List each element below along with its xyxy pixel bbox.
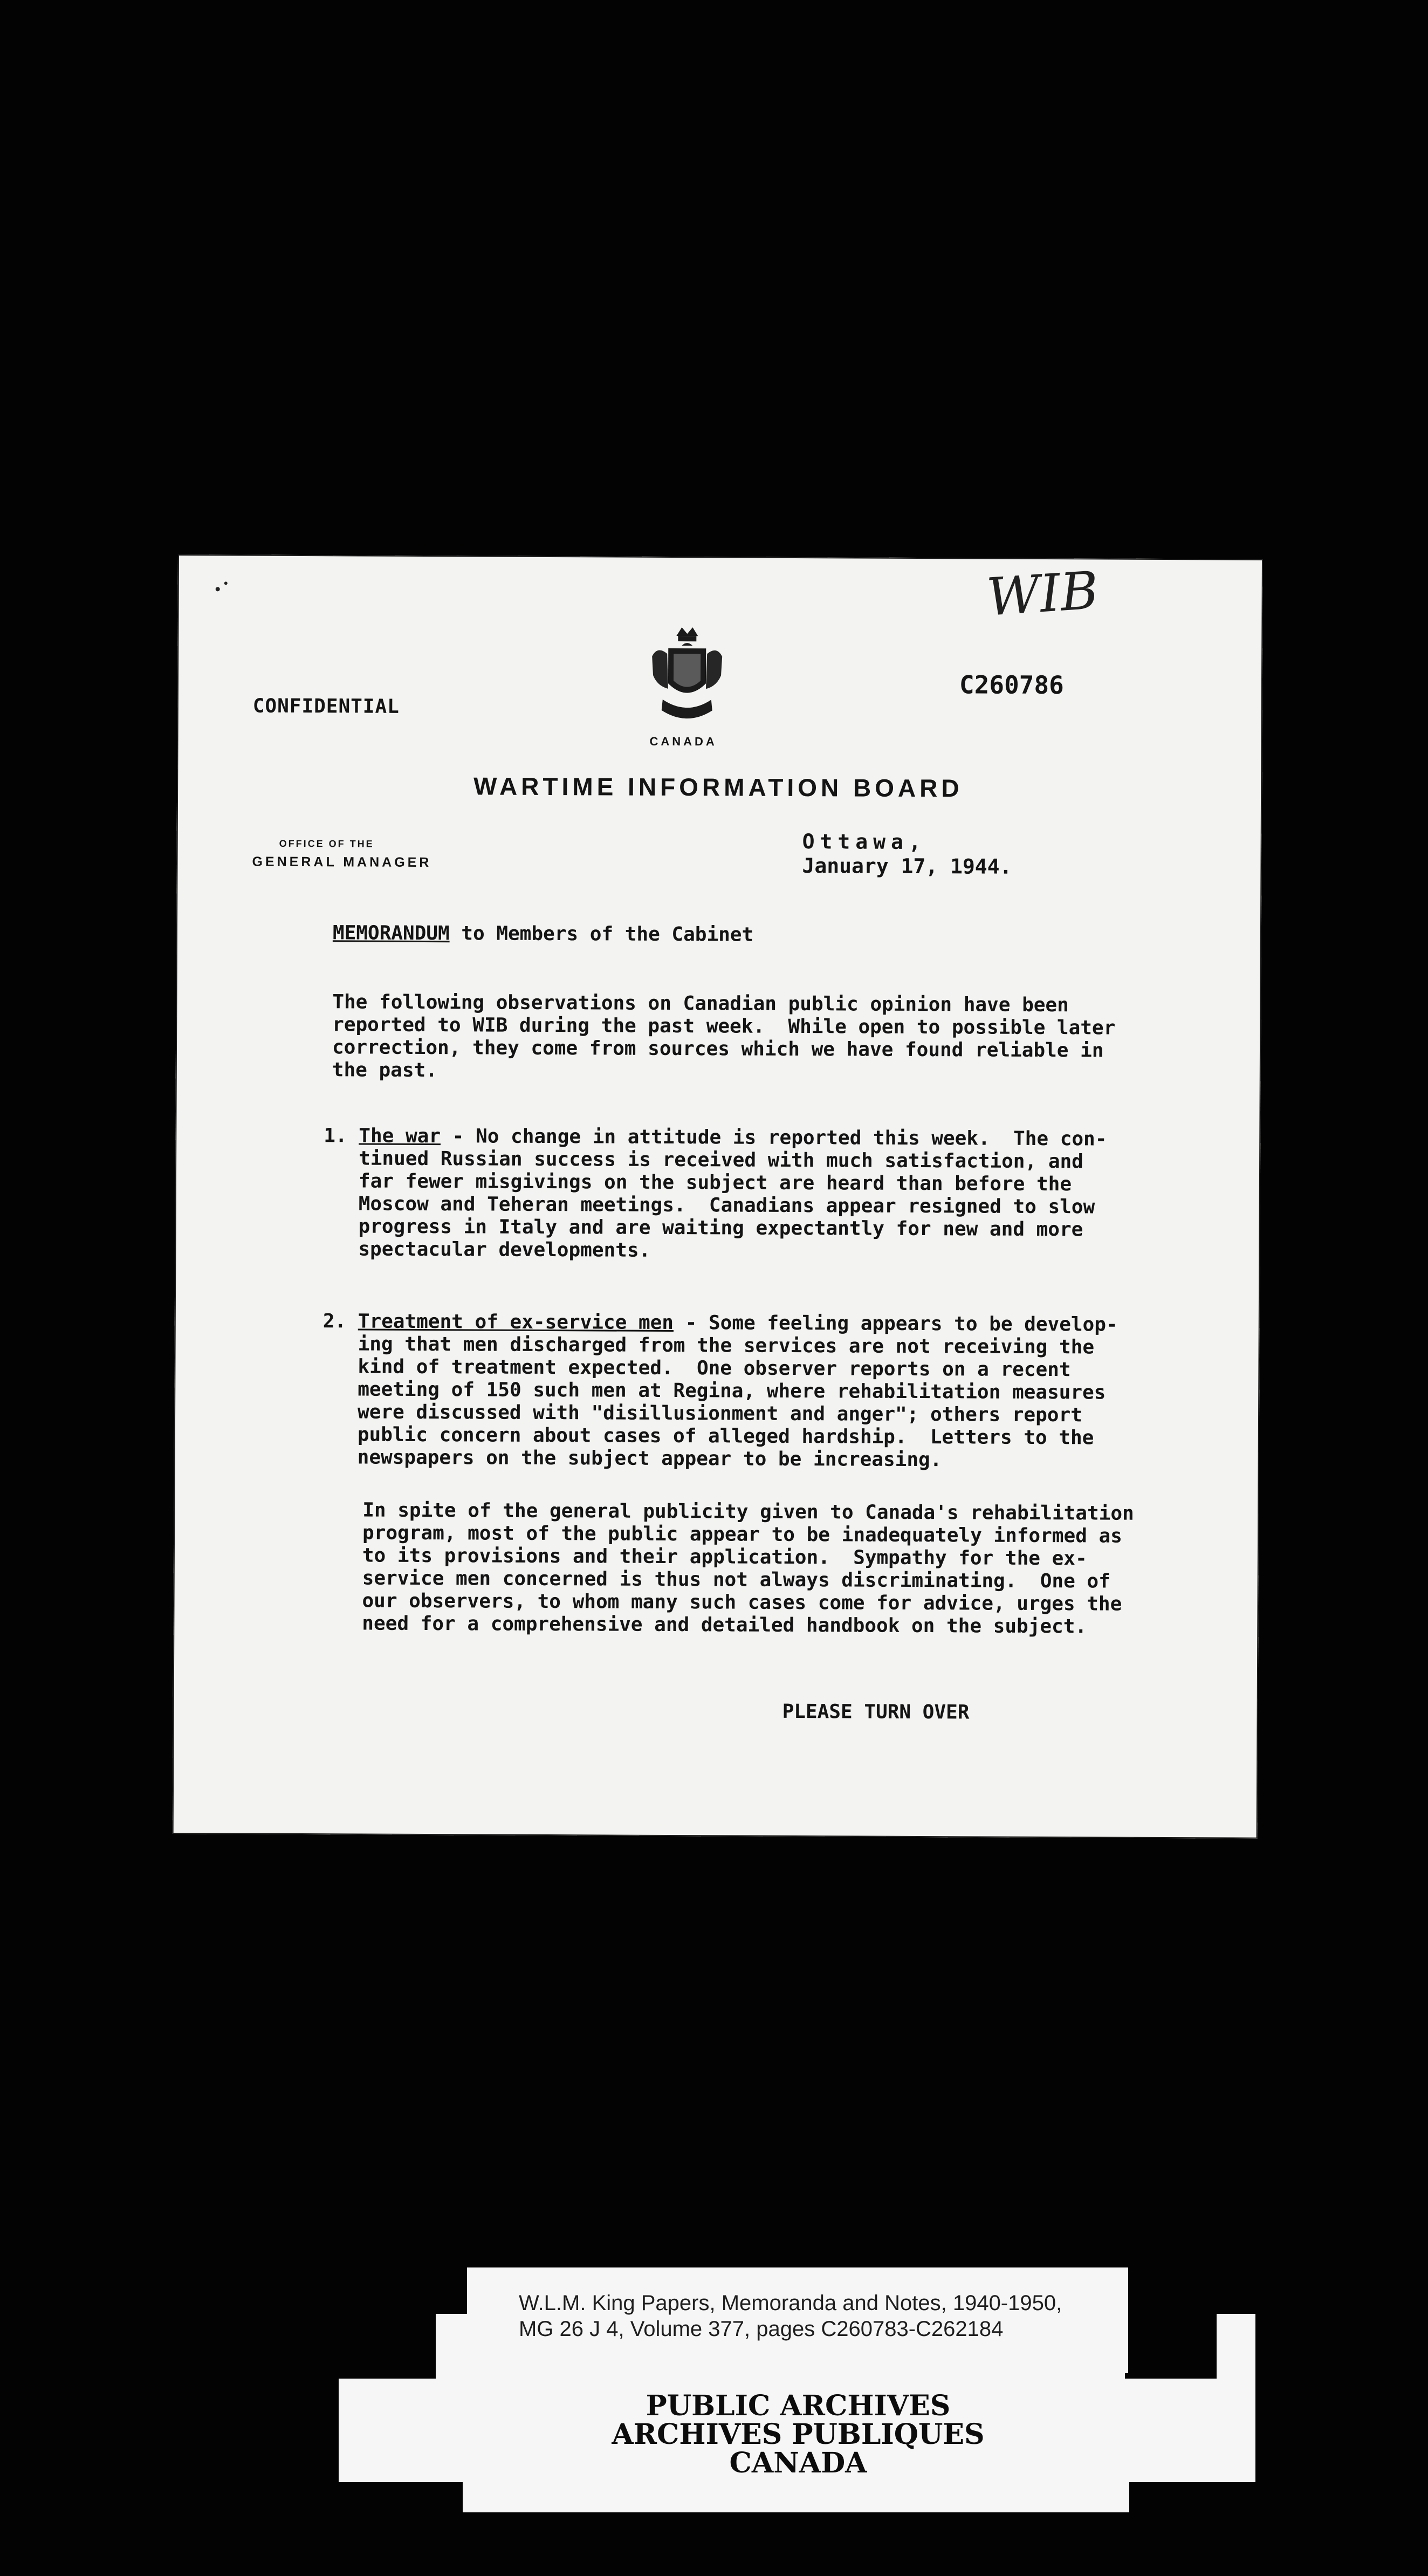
crest-caption: CANADA xyxy=(649,734,717,749)
place: Ottawa, xyxy=(802,830,926,854)
intro-paragraph: The following observations on Canadian public opinion have been reported to WIB during the past week. While open to possible later correction, they come from sources which we have found reliable in the past. xyxy=(332,991,1116,1082)
memo-heading-rest: to Members of the Cabinet xyxy=(449,922,754,946)
memo-page xyxy=(173,554,1263,1839)
office-title: GENERAL MANAGER xyxy=(252,854,432,871)
label-notch xyxy=(1125,2314,1217,2379)
item-2-text: - Some feeling appears to be develop- ing that men discharged from the services are not receiving the kind of treatment expected. One observer reports on a recent meeting of 150 such men at Regina, where rehabilitation measures were discussed with "disillusionment and anger"; others report public concern about cases of alleged hardship. Letters to the newspapers on the subject appear to be increasing. xyxy=(322,1312,1118,1471)
item-2-number: 2. xyxy=(322,1310,358,1333)
citation-line-2: MG 26 J 4, Volume 377, pages C260783-C262184 xyxy=(519,2317,1004,2341)
item-1-number: 1. xyxy=(324,1125,359,1147)
office-label: OFFICE OF THE xyxy=(279,838,374,849)
reference-number: C260786 xyxy=(959,670,1064,700)
coat-of-arms-icon xyxy=(647,624,728,732)
archives-english: PUBLIC ARCHIVES xyxy=(646,2389,951,2422)
item-1-text: - No change in attitude is reported this week. The con- tinued Russian success is received with much satisfaction, and far fewer misgivings on the subject are heard than before the Moscow and Teheran meetings. Canadians appear resigned to slow progress in Italy and are waiting expectantly for new and more spectacular developments. xyxy=(323,1125,1107,1262)
memo-heading xyxy=(333,922,753,946)
memo-date: January 17, 1944. xyxy=(802,854,1012,879)
item-1-heading: The war xyxy=(359,1125,441,1148)
label-notch xyxy=(339,2314,436,2379)
speck xyxy=(216,587,220,591)
memo-heading-prefix: MEMORANDUM xyxy=(332,922,450,945)
archives-french: ARCHIVES PUBLIQUES xyxy=(612,2418,985,2451)
board-title: WARTIME INFORMATION BOARD xyxy=(473,772,963,803)
turn-over-note: PLEASE TURN OVER xyxy=(782,1700,970,1724)
item-2-heading: Treatment of ex-service men xyxy=(358,1310,674,1334)
item-1 xyxy=(323,1125,1107,1264)
speck xyxy=(224,581,228,585)
archives-country: CANADA xyxy=(729,2447,867,2479)
confidential-label: CONFIDENTIAL xyxy=(252,695,400,718)
citation-line-1: W.L.M. King Papers, Memoranda and Notes, 1940-1950, xyxy=(519,2291,1062,2315)
handwritten-mark: WIB xyxy=(985,560,1101,628)
item-2 xyxy=(322,1310,1118,1472)
item-2-paragraph-2: In spite of the general publicity given to Canada's rehabilitation program, most of the public appear to be inadequately informed as to its provisions and their application. Sympathy for the ex- service men concerned is thus not always discriminating. One of our observers, to whom many such cases come for advice, urges the need for a comprehensive and detailed handbook on the subject. xyxy=(362,1499,1134,1638)
